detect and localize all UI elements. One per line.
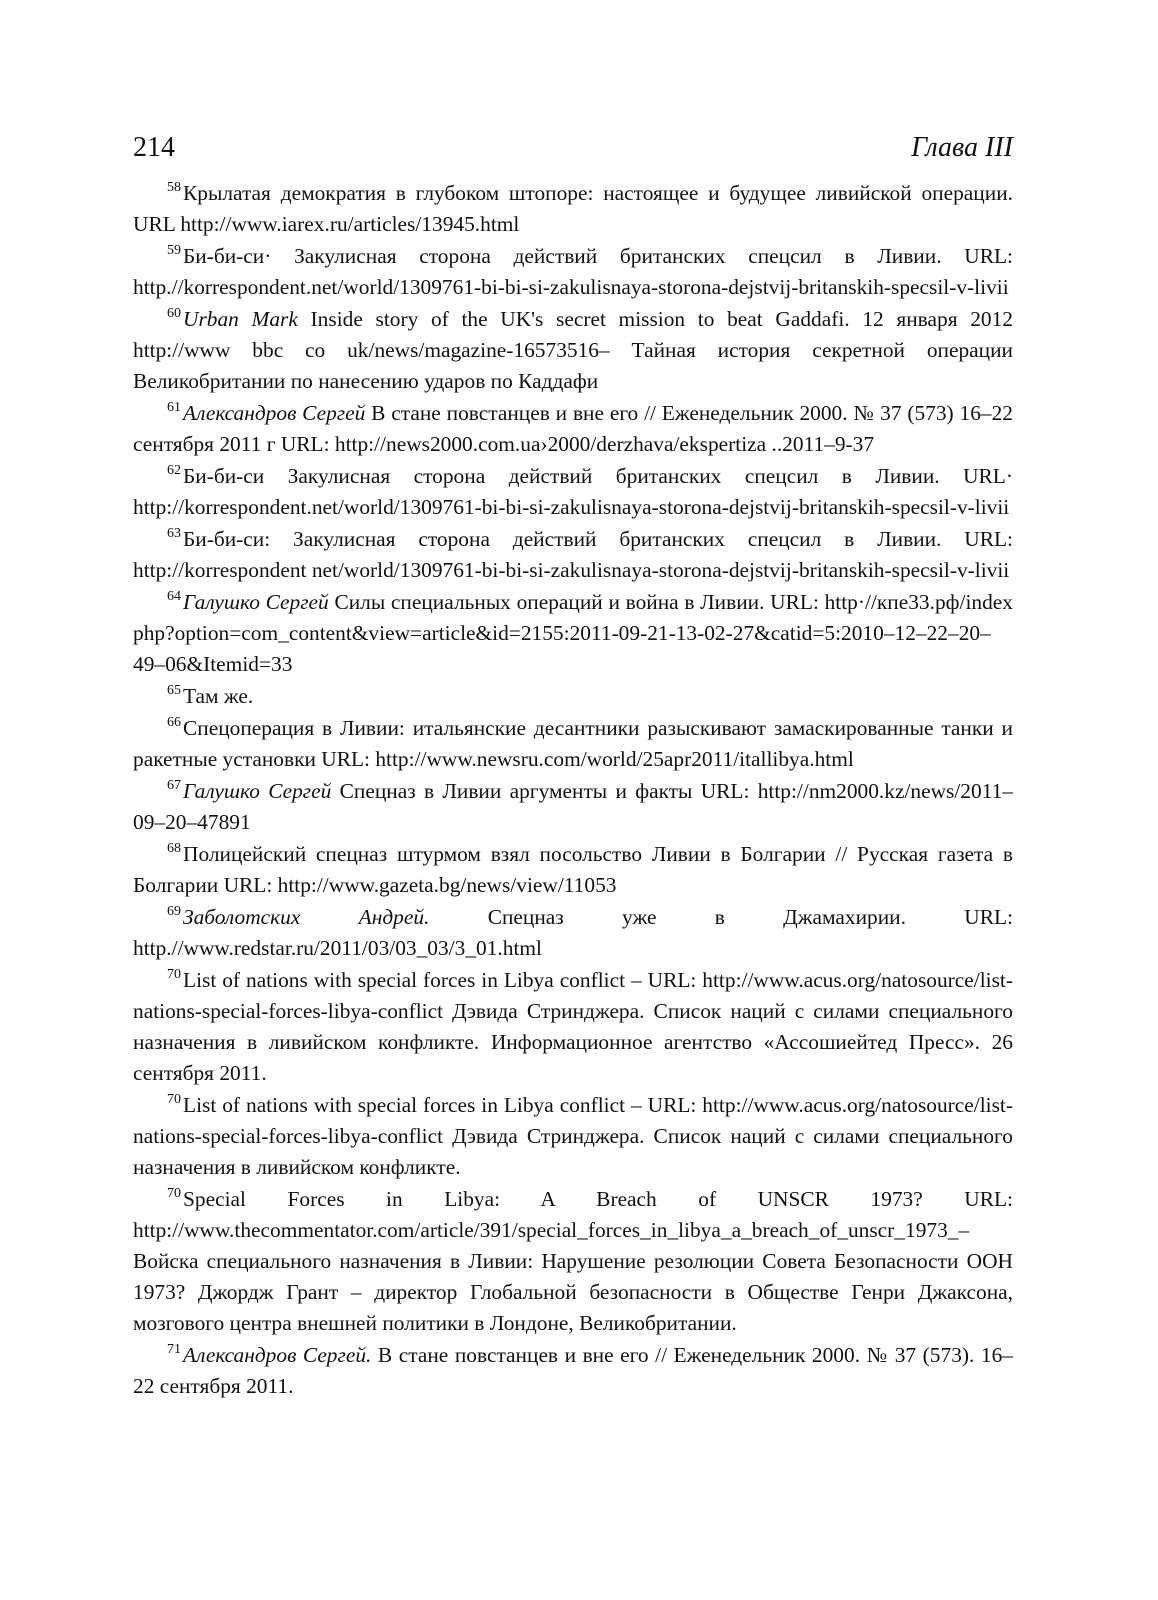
footnote-number: 60 [167,306,181,321]
footnote-number: 69 [167,904,181,919]
footnote-author: Заболотских Андрей. [183,905,430,929]
footnote [133,1340,1013,1402]
footnote-number: 62 [167,463,181,478]
footnote [133,839,1013,901]
footnote-text: В стане повстанцев и вне его // Еженедельник 2000. № 37 (573) 16–22 сентября 2011 г URL: http://news2000.com.ua›2000/derzhava/ekspertiza ..2011–9-37 [133,401,1013,456]
footnote-number: 70 [167,967,181,982]
footnote-number: 66 [167,715,181,730]
footnote-text: Полицейский спецназ штурмом взял посольство Ливии в Болгарии // Русская газета в Болгарии URL: http://www.gazeta.bg/news/view/11053 [133,842,1013,897]
footnote-author: Александров Сергей [183,401,366,425]
footnote-text: Крылатая демократия в глубоком штопоре: настоящее и будущее ливийской операции. URL http://www.iarex.ru/articles/13945.html [133,181,1013,236]
footnote-number: 65 [167,683,181,698]
footnote-text: Би-би-си Закулисная сторона действий британских спецсил в Ливии. URL· http://korrespondent.net/world/1309761-bi-bi-si-zakulisnaya-storona-dejstvij-britanskih-specsil-v-livii [133,464,1013,519]
footnote-number: 61 [167,400,181,415]
footnote-author: Urban Mark [183,307,298,331]
footnote [133,178,1013,240]
footnote [133,461,1013,523]
footnote [133,241,1013,303]
footnote-author: Галушко Сергей [183,590,329,614]
footnote-text: Спецназ уже в Джамахирии. URL: http.//www.redstar.ru/2011/03/03_03/3_01.html [133,905,1013,960]
page-number: 214 [133,132,175,163]
footnote-number: 67 [167,778,181,793]
footnote-author: Галушко Сергей [183,779,332,803]
footnote-number: 59 [167,243,181,258]
footnote-number: 70 [167,1092,181,1107]
footnote-number: 71 [167,1342,181,1357]
footnote-text: Силы специальных операций и война в Ливии. URL: http·//кпе33.рф/index php?option=com_content&view=article&id=2155:2011-09-21-13-02-27&catid=5:2010–12–22–20–49–06&Itemid=33 [133,590,1013,676]
footnote [133,398,1013,460]
footnote [133,965,1013,1089]
footnote [133,1184,1013,1339]
footnote-number: 63 [167,526,181,541]
footnote-text: Спецназ в Ливии аргументы и факты URL: http://nm2000.kz/news/2011–09–20–47891 [133,779,1013,834]
footnote [133,524,1013,586]
footnote-author: Александров Сергей. [183,1343,372,1367]
footnote-text: Спецоперация в Ливии: итальянские десантники разыскивают замаскированные танки и ракетные установки URL: http://www.newsru.com/world/25apr2011/itallibya.html [133,716,1013,771]
footnote [133,1090,1013,1183]
footnote-text: В стане повстанцев и вне его // Еженедельник 2000. № 37 (573). 16–22 сентября 2011. [133,1343,1013,1398]
footnote [133,713,1013,775]
chapter-title: Глава III [911,132,1013,163]
footnote-text: List of nations with special forces in Libya conflict – URL: http://www.acus.org/natosource/list-nations-special-forces-libya-conflict Дэвида Стринджера. Список наций с силами специального назначения в ливийском конфликте. [133,1093,1013,1179]
footnote-text: Special Forces in Libya: A Breach of UNSCR 1973? URL: http://www.thecommentator.com/article/391/special_forces_in_libya_a_breach_of_unscr_1973_– Войска специального назначения в Ливии: Нарушение резолюции Совета Безопасности ООН 1973? Джордж Грант – директор Глобальной безопасности в Обществе Генри Джаксона, мозгового центра внешней политики в Лондоне, Великобритании. [133,1187,1013,1335]
footnote-number: 58 [167,180,181,195]
footnote [133,681,1013,712]
footnote-text: Inside story of the UK's secret mission to beat Gaddafi. 12 января 2012 http://www bbc co uk/news/magazine-16573516– Тайная история секретной операции Великобритании по нанесению ударов по Каддафи [133,307,1013,393]
footnote-text: Би-би-си· Закулисная сторона действий британских спецсил в Ливии. URL: http.//korrespondent.net/world/1309761-bi-bi-si-zakulisnaya-storona-dejstvij-britanskih-specsil-v-livii [133,244,1013,299]
footnote-text: List of nations with special forces in Libya conflict – URL: http://www.acus.org/natosource/list-nations-special-forces-libya-conflict Дэвида Стринджера. Список наций с силами специального назначения в ливийском конфликте. Информационное агентство «Ассошиейтед Пресс». 26 сентября 2011. [133,968,1013,1085]
footnote-text: Би-би-си: Закулисная сторона действий британских спецсил в Ливии. URL: http://korrespondent net/world/1309761-bi-bi-si-zakulisnaya-storona-dejstvij-britanskih-specsil-v-livii [133,527,1013,582]
footnote [133,304,1013,397]
footnotes [133,178,1013,1403]
footnote-number: 64 [167,589,181,604]
footnote-text: Там же. [183,684,254,708]
footnote [133,776,1013,838]
running-head [133,128,1013,168]
footnote-number: 70 [167,1186,181,1201]
footnote-number: 68 [167,841,181,856]
footnote [133,587,1013,680]
footnote [133,902,1013,964]
